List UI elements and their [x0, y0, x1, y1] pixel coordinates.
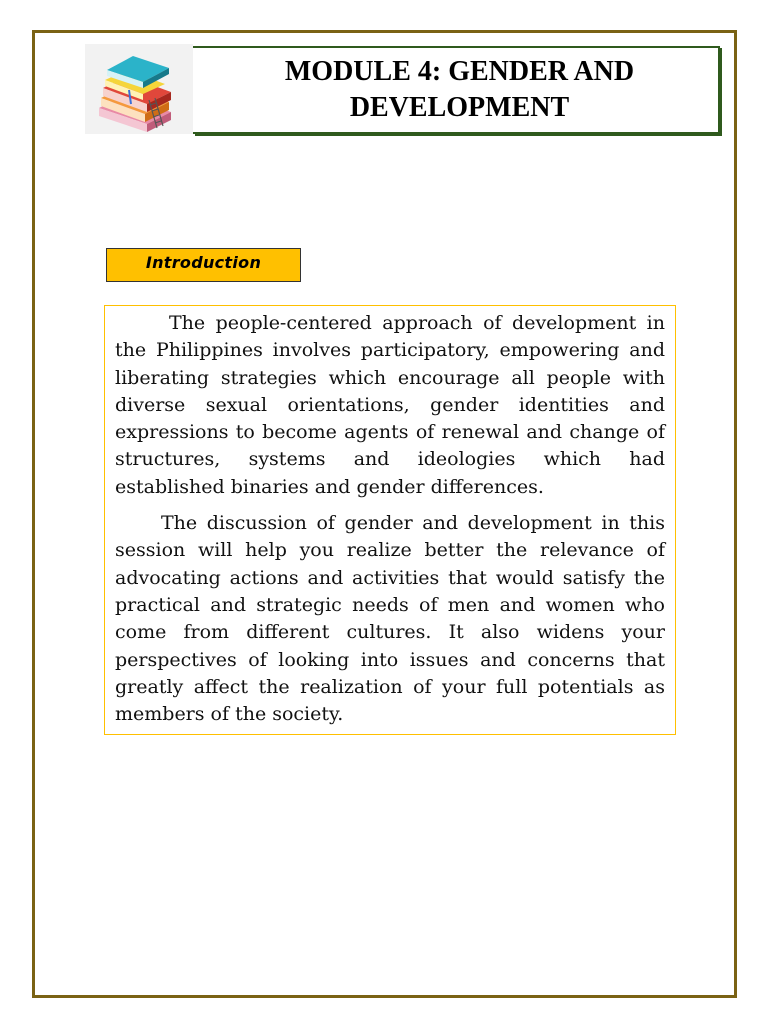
module-title: MODULE 4: GENDER AND DEVELOPMENT: [284, 56, 635, 123]
introduction-paragraph: The people-centered approach of development in the Philippines involves participatory, empowering and liberating strategies which encourage all people with diverse sexual orientations, gender identities and expressions to become agents of renewal and change of structures, systems and ideologies which had established binaries and gender differences.: [115, 312, 665, 498]
introduction-text-box: [104, 305, 676, 735]
introduction-label: Introduction: [106, 248, 301, 282]
introduction-paragraph: The discussion of gender and development in this session will help you realize better the relevance of advocating actions and activities that would satisfy the practical and strategic needs of men and women who come from different cultures. It also widens your perspectives of looking into issues and concerns that greatly affect the realization of your full potentials as members of the society.: [115, 512, 665, 726]
stack-of-books-with-ladder-icon: [85, 44, 193, 134]
module-title-box: [193, 46, 720, 134]
